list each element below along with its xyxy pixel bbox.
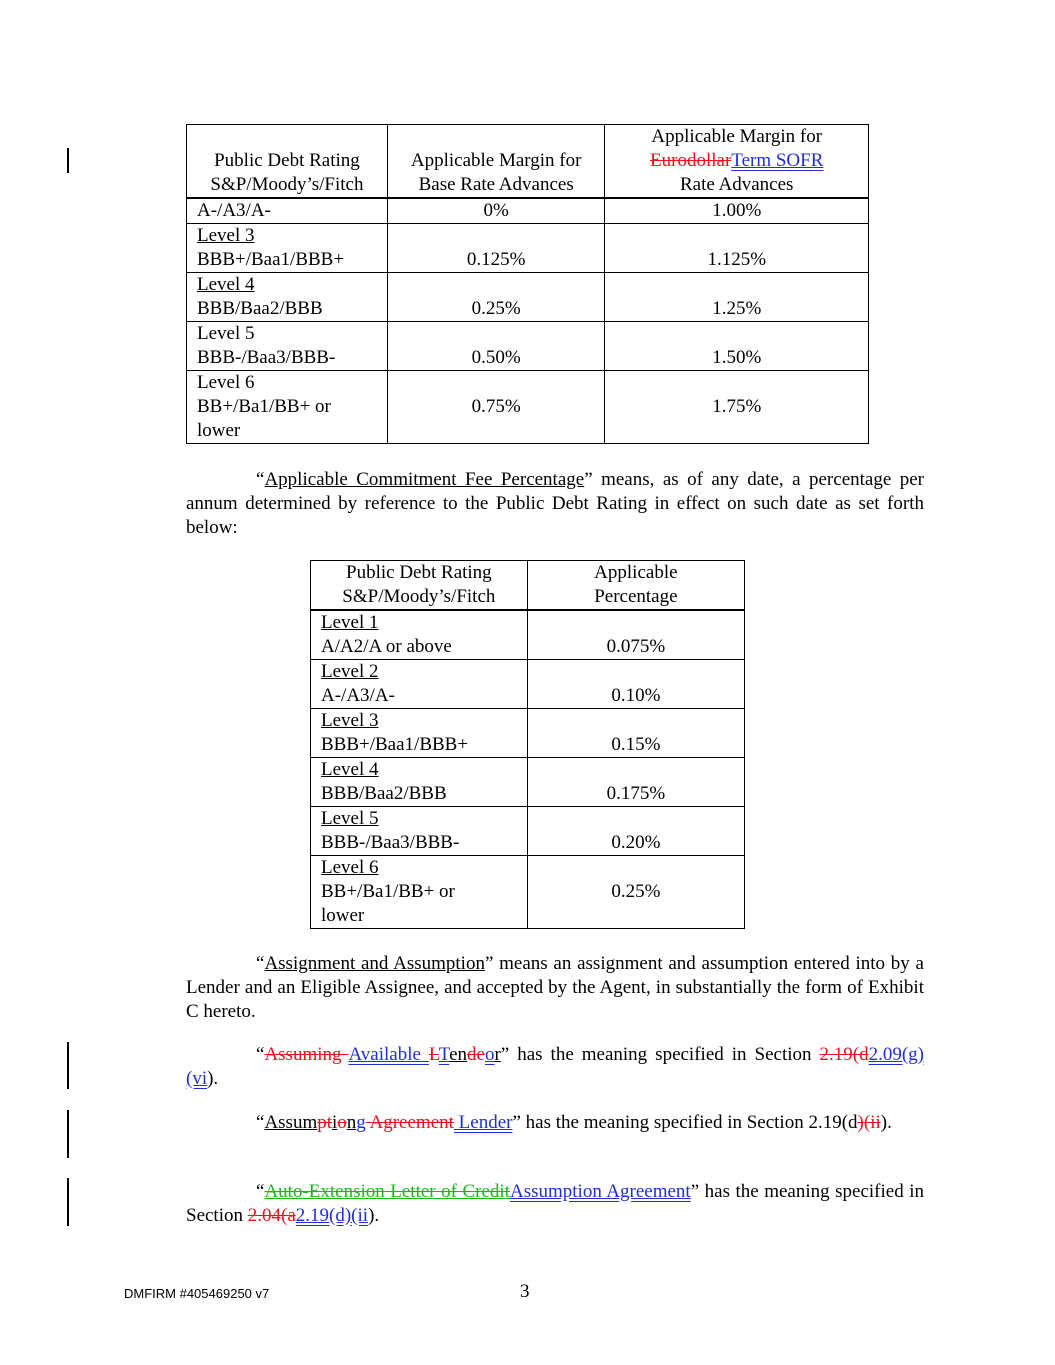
definition-text: ” has the meaning specified in Section	[512, 1112, 809, 1133]
change-bar	[67, 1110, 69, 1158]
inserted-text: Term SOFR	[731, 150, 824, 171]
page-number: 3	[520, 1281, 530, 1302]
definition-text: ” has the meaning specified in Section	[500, 1044, 820, 1065]
rating-cell	[187, 273, 388, 322]
quote: “	[256, 1112, 265, 1133]
level-label: Level 3	[197, 225, 255, 246]
table-row	[187, 273, 869, 322]
base-margin-cell: 0.75%	[387, 371, 605, 444]
defined-term: n	[346, 1112, 357, 1133]
deleted-text: Agreement	[365, 1112, 454, 1133]
level-label: Level 5	[197, 323, 255, 344]
deleted-text: 2.19(d	[819, 1044, 869, 1065]
level-label: Level 3	[321, 710, 379, 731]
definition-text: ” means an assignment and assumption entered into by a Lender and an Eligible Assignee, and accepted by the Agent, in substantially the form of Exhibit C hereto.	[186, 953, 924, 1022]
level-label: Level 1	[321, 612, 379, 633]
inserted-text: Assumption Agreement	[509, 1181, 691, 1202]
commitment-fee-definition	[186, 468, 924, 540]
defined-term: i	[332, 1112, 338, 1133]
header-text: Public Debt Rating	[214, 150, 360, 171]
inserted-text: Available	[348, 1044, 429, 1065]
moved-deleted-text: Auto-Extension Letter of Credit	[264, 1181, 510, 1202]
inserted-text: Lender	[453, 1112, 513, 1133]
level-label: Level 6	[197, 372, 255, 393]
applicable-margin-table	[186, 124, 869, 444]
header-text: Applicable	[594, 562, 678, 583]
inserted-text: o	[484, 1044, 495, 1065]
percentage-cell: 0.15%	[527, 709, 744, 758]
available-tenor-definition	[186, 1043, 924, 1091]
base-margin-cell: 0.50%	[387, 322, 605, 371]
header-text: S&P/Moody’s/Fitch	[342, 586, 496, 607]
header-text: S&P/Moody’s/Fitch	[210, 174, 364, 195]
table-row	[311, 758, 745, 807]
rating-text: lower	[321, 905, 365, 926]
rating-text: BBB/Baa2/BBB	[197, 298, 323, 319]
rating-text: lower	[197, 420, 241, 441]
table-row	[187, 198, 869, 224]
rating-text: BBB-/Baa3/BBB-	[197, 347, 336, 368]
defined-term: Applicable Commitment Fee Percentage	[264, 469, 585, 490]
header-public-debt-rating	[311, 561, 528, 611]
rating-text: A-/A3/A-	[197, 200, 271, 221]
header-text: Public Debt Rating	[346, 562, 492, 583]
assuming-lender-definition	[186, 1111, 924, 1135]
table-row	[187, 224, 869, 273]
deleted-text: 2.04(a	[247, 1205, 296, 1226]
percentage-cell: 0.075%	[527, 610, 744, 660]
rating-text: A-/A3/A-	[321, 685, 395, 706]
header-text: Percentage	[594, 586, 678, 607]
sofr-margin-cell: 1.00%	[605, 198, 869, 224]
defined-term: en	[449, 1044, 468, 1065]
assumption-agreement-definition	[186, 1180, 924, 1228]
header-text: Applicable Margin for	[410, 150, 582, 171]
rating-cell	[311, 709, 528, 758]
defined-term: r	[494, 1044, 501, 1065]
header-public-debt-rating	[187, 125, 388, 199]
defined-term: Assignment and Assumption	[264, 953, 485, 974]
table-row	[187, 322, 869, 371]
header-text: Applicable Margin for	[651, 126, 823, 147]
header-text: Base Rate Advances	[418, 174, 574, 195]
rating-text: BBB/Baa2/BBB	[321, 783, 447, 804]
definition-text: ” has the meaning specified in Section	[186, 1181, 924, 1226]
level-label: Level 6	[321, 857, 379, 878]
document-id: DMFIRM #405469250 v7	[124, 1286, 270, 1301]
rating-cell	[311, 610, 528, 660]
rating-text: BB+/Ba1/BB+ or	[321, 881, 455, 902]
quote: “	[256, 1044, 265, 1065]
rating-cell	[187, 198, 388, 224]
rating-cell	[311, 758, 528, 807]
level-label: Level 4	[321, 759, 379, 780]
table-row	[311, 709, 745, 758]
deleted-text: Eurodollar	[650, 150, 732, 171]
header-text: Rate Advances	[680, 174, 794, 195]
rating-cell	[311, 856, 528, 929]
rating-text: A/A2/A or above	[321, 636, 452, 657]
percentage-cell: 0.10%	[527, 660, 744, 709]
quote: “	[256, 953, 265, 974]
rating-cell	[311, 660, 528, 709]
deleted-text: Assuming	[264, 1044, 349, 1065]
definition-text: ).	[880, 1112, 892, 1133]
change-bar	[67, 1042, 69, 1089]
rating-cell	[187, 322, 388, 371]
base-margin-cell: 0.25%	[387, 273, 605, 322]
defined-term: Assum	[264, 1112, 318, 1133]
change-bar	[67, 148, 69, 173]
deleted-text: L	[428, 1044, 439, 1065]
definition-text: ).	[368, 1205, 380, 1226]
inserted-text: g	[356, 1112, 366, 1133]
header-sofr-margin	[605, 125, 869, 199]
sofr-margin-cell: 1.75%	[605, 371, 869, 444]
rating-text: BBB-/Baa3/BBB-	[321, 832, 460, 853]
rating-cell	[187, 224, 388, 273]
definition-text: ” means, as of any date, a percentage per annum determined by reference to the Public Debt Rating in effect on such date as set forth below:	[186, 469, 924, 538]
deleted-text: pt	[317, 1112, 333, 1133]
percentage-cell: 0.20%	[527, 807, 744, 856]
table-row	[311, 660, 745, 709]
definition-text: ).	[207, 1068, 219, 1089]
commitment-fee-table	[310, 560, 745, 929]
deleted-text: o	[337, 1112, 347, 1133]
table-row	[187, 371, 869, 444]
inserted-text: 2.19(d)(ii	[295, 1205, 369, 1226]
table-row	[311, 807, 745, 856]
inserted-text: 2.09(g)(vi	[186, 1044, 924, 1089]
level-label: Level 5	[321, 808, 379, 829]
header-base-rate-margin	[387, 125, 605, 199]
base-margin-cell: 0.125%	[387, 224, 605, 273]
percentage-cell: 0.25%	[527, 856, 744, 929]
header-applicable-percentage	[527, 561, 744, 611]
table-row	[311, 610, 745, 660]
quote: “	[256, 1181, 265, 1202]
level-label: Level 2	[321, 661, 379, 682]
assignment-assumption-definition	[186, 952, 924, 1024]
rating-text: BB+/Ba1/BB+ or	[197, 396, 331, 417]
deleted-text: )(ii	[857, 1112, 881, 1133]
sofr-margin-cell: 1.50%	[605, 322, 869, 371]
sofr-margin-cell: 1.25%	[605, 273, 869, 322]
rating-text: BBB+/Baa1/BBB+	[321, 734, 469, 755]
percentage-cell: 0.175%	[527, 758, 744, 807]
rating-cell	[311, 807, 528, 856]
definition-text: 2.19(d	[808, 1112, 858, 1133]
deleted-text: de	[467, 1044, 485, 1065]
rating-text: BBB+/Baa1/BBB+	[197, 249, 345, 270]
rating-cell	[187, 371, 388, 444]
sofr-margin-cell: 1.125%	[605, 224, 869, 273]
table-row	[311, 856, 745, 929]
change-bar	[67, 1178, 69, 1226]
inserted-text: T	[438, 1044, 450, 1065]
quote: “	[256, 469, 265, 490]
base-margin-cell: 0%	[387, 198, 605, 224]
level-label: Level 4	[197, 274, 255, 295]
